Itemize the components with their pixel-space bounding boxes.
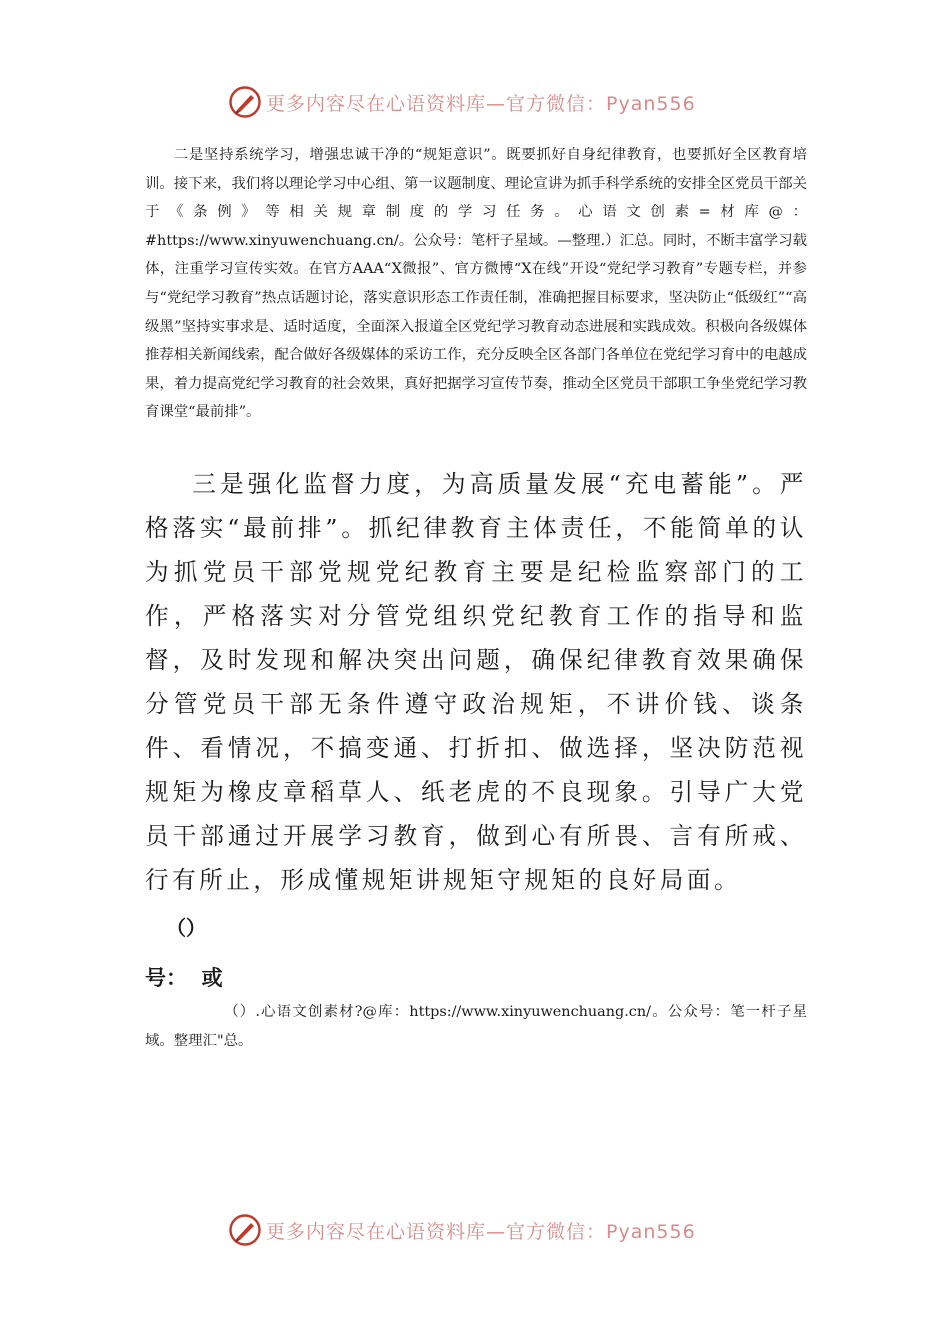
pen-circle-logo-icon xyxy=(228,85,262,119)
header-banner-text: 更多内容尽在心语资料库—官方微信：Pyan556 xyxy=(266,92,696,115)
paragraph-second-point: 二是坚持系统学习，增强忠诚干净的“规矩意识”。既要抓好自身纪律教育，也要抓好全区教育培训。接下来，我们将以理论学习中心组、第一议题制度、理论宣讲为抓手科学系统的安排全区党员干部关于《条例》等相关规章制度的学习任务。心语文创素=材库@：#https://www.xinyuwenchuang.cn/。公众号：笔杆子星域。—整理.）汇总。同时，不断丰富学习载体，注重学习宣传实效。在官方AAA“X微报”、官方微博“X在线”开设“党纪学习教育”专题专栏，并参与“党纪学习教育”热点话题讨论，落实意识形态工作责任制，准确把握目标要求，坚决防止“低级红”“高级黑”坚持实事求是、适时适度，全面深入报道全区党纪学习教育动态进展和实践成效。积极向各级媒体推荐相关新闻线索，配合做好各级媒体的采访工作，充分反映全区各部门各单位在党纪学习育中的电越成果，着力提高党纪学习教育的社会效果，真好把据学习宣传节奏，推动全区党员干部职工争坐党纪学习教育课堂“最前排”。 xyxy=(145,147,807,421)
hao-label-line: 号： 或 xyxy=(145,965,223,990)
paragraph-third-point: 三是强化监督力度，为高质量发展“充电蓄能”。严格落实“最前排”。抓纪律教育主体责任，不能简单的认为抓党员干部党规党纪教育主要是纪检监察部门的工作，严格落实对分管党组织党纪教育工作的指导和监督，及时发现和解决突出问题，确保纪律教育效果确保分管党员干部无条件遵守政治规矩，不讲价钱、谈条件、看情况，不搞变通、打折扣、做选择，坚决防范视规矩为橡皮章稻草人、纸老虎的不良现象。引导广大党员干部通过开展学习教育，做到心有所畏、言有所戒、行有所止，形成懂规矩讲规矩守规矩的良好局面。 xyxy=(145,470,807,894)
footer-banner-text: 更多内容尽在心语资料库—官方微信：Pyan556 xyxy=(266,1220,696,1243)
footer-watermark-banner xyxy=(228,1210,696,1250)
source-note-paragraph: （）.心语文创素材?@库：https://www.xinyuwenchuang.cn/。公众号：笔一杆子星域。整理汇"总。 xyxy=(145,1004,807,1049)
empty-parentheses-heading: （） xyxy=(166,916,206,940)
header-watermark-banner xyxy=(228,82,696,122)
pen-circle-logo-icon xyxy=(228,1213,262,1247)
